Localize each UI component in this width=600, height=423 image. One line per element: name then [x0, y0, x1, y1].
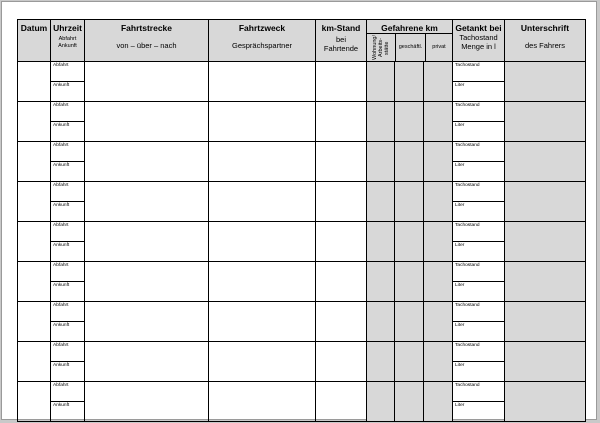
fahrtstrecke-cell[interactable] [85, 342, 209, 382]
getankt-cell[interactable] [453, 302, 505, 342]
liter-label: Liter [455, 283, 465, 288]
kmstand-cell[interactable] [316, 262, 367, 302]
ankunft-label: Ankunft [53, 163, 70, 168]
kmstand-cell[interactable] [316, 62, 367, 102]
privat-km-cell[interactable] [424, 102, 453, 142]
abfahrt-label: Abfahrt [53, 223, 69, 228]
privat-km-cell[interactable] [424, 302, 453, 342]
liter-label: Liter [455, 363, 465, 368]
header-gefahrene: Gefahrene km Wohnung/ Arbeits- stätte geschäftl. privat [367, 20, 453, 62]
abfahrt-label: Abfahrt [53, 63, 69, 68]
liter-label: Liter [455, 123, 465, 128]
geschaeft-km-cell[interactable] [395, 262, 424, 302]
header-fahrtstrecke: Fahrtstrecke von – über – nach [85, 20, 209, 62]
wohnung-km-cell[interactable] [367, 262, 395, 302]
fahrtzweck-cell[interactable] [209, 302, 316, 342]
unterschrift-cell[interactable] [505, 222, 586, 262]
liter-label: Liter [455, 243, 465, 248]
fahrtzweck-cell[interactable] [209, 222, 316, 262]
table-row [18, 382, 586, 422]
fahrtzweck-cell[interactable] [209, 262, 316, 302]
wohnung-km-cell[interactable] [367, 302, 395, 342]
ankunft-label: Ankunft [53, 203, 70, 208]
logbook-page [1, 1, 597, 420]
kmstand-cell[interactable] [316, 222, 367, 262]
datum-cell[interactable] [18, 142, 51, 182]
liter-label: Liter [455, 203, 465, 208]
wohnung-km-cell[interactable] [367, 222, 395, 262]
privat-km-cell[interactable] [424, 62, 453, 102]
ankunft-label: Ankunft [53, 283, 70, 288]
getankt-cell[interactable] [453, 62, 505, 102]
ankunft-label: Ankunft [53, 363, 70, 368]
getankt-cell[interactable] [453, 382, 505, 422]
table-row [18, 102, 586, 142]
fahrtstrecke-cell[interactable] [85, 182, 209, 222]
wohnung-km-cell[interactable] [367, 62, 395, 102]
table-row [18, 302, 586, 342]
ankunft-label: Ankunft [53, 323, 70, 328]
header-kmstand: km-Stand bei Fahrtende [316, 20, 367, 62]
ankunft-label: Ankunft [53, 123, 70, 128]
datum-cell[interactable] [18, 302, 51, 342]
getankt-cell[interactable] [453, 342, 505, 382]
tachostand-label: Tachostand [455, 303, 480, 308]
datum-cell[interactable] [18, 62, 51, 102]
getankt-cell[interactable] [453, 182, 505, 222]
header-unterschrift: Unterschrift des Fahrers [505, 20, 586, 62]
wohnung-km-cell[interactable] [367, 382, 395, 422]
liter-label: Liter [455, 163, 465, 168]
abfahrt-label: Abfahrt [53, 143, 69, 148]
header-uhrzeit: Uhrzeit Abfahrt Ankunft [51, 20, 85, 62]
kmstand-cell[interactable] [316, 182, 367, 222]
abfahrt-label: Abfahrt [53, 383, 69, 388]
ankunft-label: Ankunft [53, 243, 70, 248]
unterschrift-cell[interactable] [505, 342, 586, 382]
datum-cell[interactable] [18, 222, 51, 262]
table-row [18, 62, 586, 102]
getankt-cell[interactable] [453, 142, 505, 182]
getankt-cell[interactable] [453, 222, 505, 262]
datum-cell[interactable] [18, 382, 51, 422]
fahrtstrecke-cell[interactable] [85, 142, 209, 182]
fahrtzweck-cell[interactable] [209, 342, 316, 382]
fahrtstrecke-cell[interactable] [85, 222, 209, 262]
unterschrift-cell[interactable] [505, 302, 586, 342]
fahrtzweck-cell[interactable] [209, 182, 316, 222]
abfahrt-label: Abfahrt [53, 303, 69, 308]
privat-km-cell[interactable] [424, 342, 453, 382]
geschaeft-km-cell[interactable] [395, 342, 424, 382]
uhrzeit-cell[interactable] [51, 262, 85, 302]
fahrtstrecke-cell[interactable] [85, 382, 209, 422]
tachostand-label: Tachostand [455, 223, 480, 228]
kmstand-cell[interactable] [316, 142, 367, 182]
unterschrift-cell[interactable] [505, 262, 586, 302]
privat-km-cell[interactable] [424, 262, 453, 302]
tachostand-label: Tachostand [455, 383, 480, 388]
getankt-cell[interactable] [453, 102, 505, 142]
fahrtzweck-cell[interactable] [209, 382, 316, 422]
unterschrift-cell[interactable] [505, 102, 586, 142]
geschaeft-km-cell[interactable] [395, 302, 424, 342]
datum-cell[interactable] [18, 102, 51, 142]
liter-label: Liter [455, 83, 465, 88]
wohnung-km-cell[interactable] [367, 102, 395, 142]
privat-km-cell[interactable] [424, 142, 453, 182]
tachostand-label: Tachostand [455, 103, 480, 108]
abfahrt-label: Abfahrt [53, 103, 69, 108]
datum-cell[interactable] [18, 262, 51, 302]
uhrzeit-cell[interactable] [51, 302, 85, 342]
fahrtstrecke-cell[interactable] [85, 262, 209, 302]
uhrzeit-cell[interactable] [51, 342, 85, 382]
tachostand-label: Tachostand [455, 263, 480, 268]
unterschrift-cell[interactable] [505, 382, 586, 422]
table-row [18, 182, 586, 222]
geschaeft-km-cell[interactable] [395, 182, 424, 222]
datum-cell[interactable] [18, 182, 51, 222]
unterschrift-cell[interactable] [505, 182, 586, 222]
header-wohnung: Wohnung/ Arbeits- stätte [372, 35, 390, 60]
datum-cell[interactable] [18, 342, 51, 382]
fahrtzweck-cell[interactable] [209, 102, 316, 142]
abfahrt-label: Abfahrt [53, 343, 69, 348]
uhrzeit-cell[interactable] [51, 382, 85, 422]
privat-km-cell[interactable] [424, 222, 453, 262]
tachostand-label: Tachostand [455, 183, 480, 188]
fahrtstrecke-cell[interactable] [85, 62, 209, 102]
kmstand-cell[interactable] [316, 302, 367, 342]
tachostand-label: Tachostand [455, 343, 480, 348]
privat-km-cell[interactable] [424, 382, 453, 422]
ankunft-label: Ankunft [53, 83, 70, 88]
header-row [18, 20, 586, 62]
tachostand-label: Tachostand [455, 63, 480, 68]
wohnung-km-cell[interactable] [367, 342, 395, 382]
uhrzeit-cell[interactable] [51, 102, 85, 142]
geschaeft-km-cell[interactable] [395, 102, 424, 142]
wohnung-km-cell[interactable] [367, 182, 395, 222]
header-datum: Datum [18, 20, 51, 62]
fahrtzweck-cell[interactable] [209, 62, 316, 102]
table-row [18, 342, 586, 382]
fahrtstrecke-cell[interactable] [85, 302, 209, 342]
tachostand-label: Tachostand [455, 143, 480, 148]
header-privat: privat [432, 44, 446, 50]
unterschrift-cell[interactable] [505, 62, 586, 102]
fahrtzweck-cell[interactable] [209, 142, 316, 182]
wohnung-km-cell[interactable] [367, 142, 395, 182]
kmstand-cell[interactable] [316, 102, 367, 142]
liter-label: Liter [455, 403, 465, 408]
unterschrift-cell[interactable] [505, 142, 586, 182]
geschaeft-km-cell[interactable] [395, 382, 424, 422]
abfahrt-label: Abfahrt [53, 183, 69, 188]
geschaeft-km-cell[interactable] [395, 62, 424, 102]
liter-label: Liter [455, 323, 465, 328]
table-row [18, 262, 586, 302]
uhrzeit-cell[interactable] [51, 62, 85, 102]
abfahrt-label: Abfahrt [53, 263, 69, 268]
kmstand-cell[interactable] [316, 382, 367, 422]
header-getankt: Getankt bei Tachostand Menge in l [453, 20, 505, 62]
privat-km-cell[interactable] [424, 182, 453, 222]
header-fahrtzweck: Fahrtzweck Gesprächspartner [209, 20, 316, 62]
kmstand-cell[interactable] [316, 342, 367, 382]
logbook-table [17, 19, 586, 422]
table-row [18, 142, 586, 182]
uhrzeit-cell[interactable] [51, 182, 85, 222]
uhrzeit-cell[interactable] [51, 222, 85, 262]
getankt-cell[interactable] [453, 262, 505, 302]
uhrzeit-cell[interactable] [51, 142, 85, 182]
geschaeft-km-cell[interactable] [395, 142, 424, 182]
header-geschaeft: geschäftl. [398, 44, 423, 50]
ankunft-label: Ankunft [53, 403, 70, 408]
geschaeft-km-cell[interactable] [395, 222, 424, 262]
fahrtstrecke-cell[interactable] [85, 102, 209, 142]
table-row [18, 222, 586, 262]
